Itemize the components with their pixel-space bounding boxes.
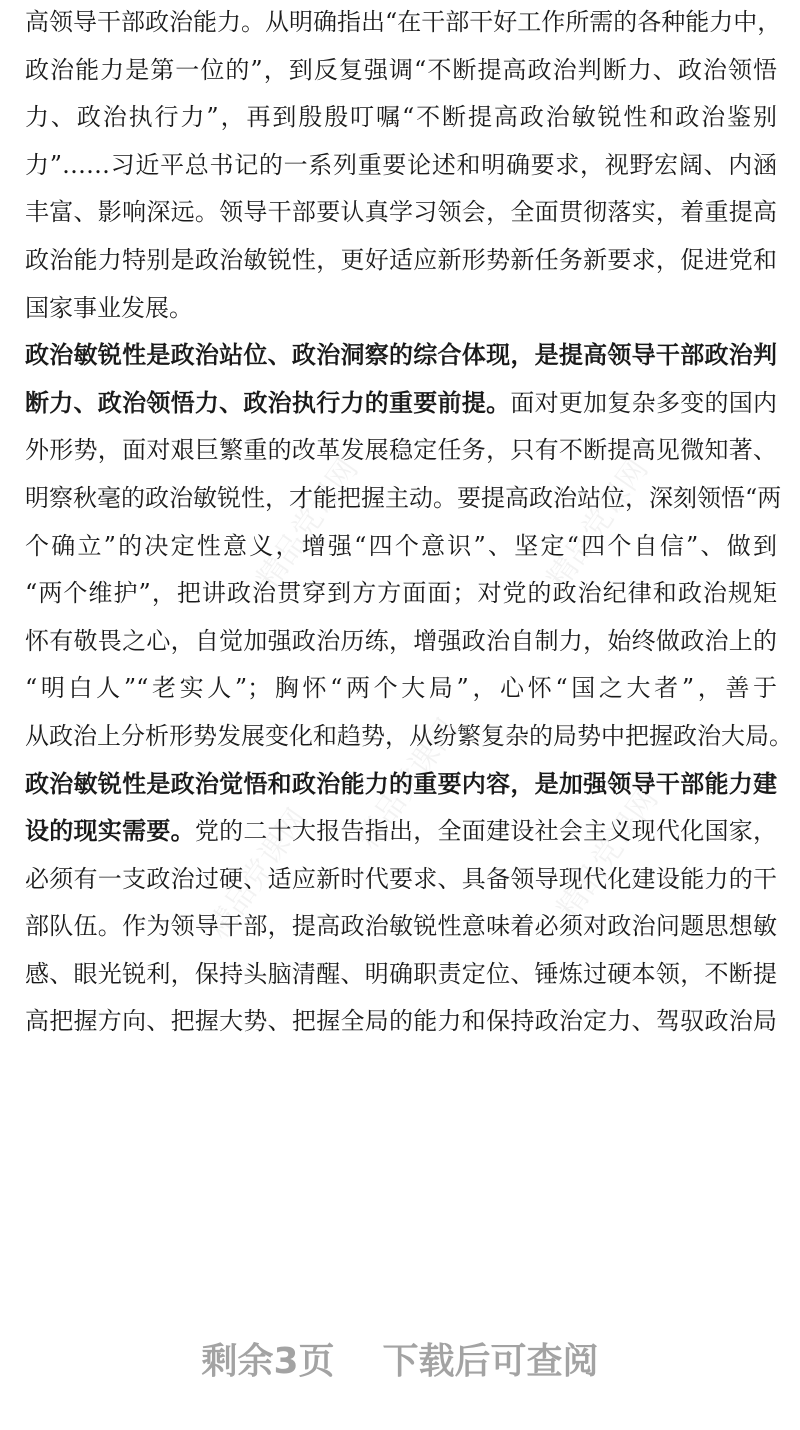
body-text: 面对更加复杂多变的国内 — [510, 388, 778, 417]
body-text: 高领导干部政治能力。从明确指出“在干部干好工作所需的各种能力中， — [25, 8, 782, 36]
download-to-view-label[interactable]: 下载后可查阅 — [382, 1341, 599, 1382]
text-line — [25, 768, 777, 816]
text-line — [25, 625, 777, 673]
body-text: 怀有敬畏之心，自觉加强政治历练，增强政治自制力，始终做政治上的 — [25, 626, 777, 655]
watermark-text: 精品党课网 — [200, 802, 316, 946]
text-line — [25, 101, 777, 149]
text-line — [25, 149, 777, 197]
body-text: 丰富、影响深远。领导干部要认真学习领会，全面贯彻落实，着重提高 — [25, 198, 777, 227]
watermark-text: 精品党课网 — [550, 782, 666, 926]
body-text: 部队伍。作为领导干部，提高政治敏锐性意味着必须对政治问题思想敏 — [25, 912, 777, 941]
body-text: 从政治上分析形势发展变化和趋势，从纷繁复杂的局势中把握政治大局。 — [25, 721, 793, 750]
body-text: 感、眼光锐利，保持头脑清醒、明确职责定位、锤炼过硬本领，不断提 — [25, 959, 777, 988]
text-line — [25, 672, 777, 720]
text-line — [25, 815, 777, 863]
body-text: 个确立”的决定性意义，增强“四个意识”、坚定“四个自信”、做到 — [25, 531, 777, 560]
bold-text: 断力、政治领悟力、政治执行力的重要前提。 — [25, 387, 511, 417]
text-line — [25, 720, 793, 768]
text-line — [25, 6, 782, 54]
remaining-pages-label: 剩余3页 — [201, 1341, 335, 1382]
body-text: 国家事业发展。 — [25, 293, 193, 322]
body-text: 力、政治执行力”，再到殷殷叮嘱“不断提高政治敏锐性和政治鉴别 — [25, 103, 777, 132]
text-line — [25, 54, 777, 102]
text-line — [25, 387, 777, 435]
bold-text: 设的现实需要。 — [25, 816, 195, 846]
body-text: 明察秋毫的政治敏锐性，才能把握主动。要提高政治站位，深刻领悟“两 — [25, 483, 782, 512]
text-line — [25, 434, 777, 482]
text-line — [25, 196, 777, 244]
body-text: 外形势，面对艰巨繁重的改革发展稳定任务，只有不断提高见微知著、 — [25, 436, 777, 465]
document-body — [25, 6, 793, 1053]
body-text: “明白人”“老实人”；胸怀“两个大局”，心怀“国之大者”，善于 — [25, 674, 777, 703]
text-line — [25, 530, 777, 578]
text-line — [25, 339, 777, 387]
body-text: 党的二十大报告指出，全面建设社会主义现代化国家， — [194, 817, 778, 846]
download-prompt[interactable] — [0, 1333, 800, 1384]
watermark-text: 精品党课网 — [540, 452, 656, 596]
text-line — [25, 244, 777, 292]
body-text: “两个维护”，把讲政治贯穿到方方面面；对党的政治纪律和政治规矩 — [25, 579, 777, 608]
body-text: 政治能力特别是政治敏锐性，更好适应新形势新任务新要求，促进党和 — [25, 245, 777, 274]
watermark-text: 精品党课网 — [250, 452, 366, 596]
body-text: 高把握方向、把握大势、把握全局的能力和保持政治定力、驾驭政治局 — [25, 1007, 777, 1036]
text-line — [25, 863, 777, 911]
body-text: 必须有一支政治过硬、适应新时代要求、具备领导现代化建设能力的干 — [25, 864, 777, 893]
bold-text: 政治敏锐性是政治站位、政治洞察的综合体现，是提高领导干部政治判 — [25, 340, 777, 370]
body-text: 政治能力是第一位的”，到反复强调“不断提高政治判断力、政治领悟 — [25, 55, 777, 84]
body-text: 力”……习近平总书记的一系列重要论述和明确要求，视野宏阔、内涵 — [25, 150, 777, 179]
text-line — [25, 292, 777, 340]
text-line — [25, 1005, 777, 1053]
text-line — [25, 482, 782, 530]
watermark-text: 精品党课网 — [350, 712, 466, 856]
text-line — [25, 910, 777, 958]
text-line — [25, 958, 777, 1006]
bold-text: 政治敏锐性是政治觉悟和政治能力的重要内容，是加强领导干部能力建 — [25, 768, 777, 798]
text-line — [25, 577, 777, 625]
